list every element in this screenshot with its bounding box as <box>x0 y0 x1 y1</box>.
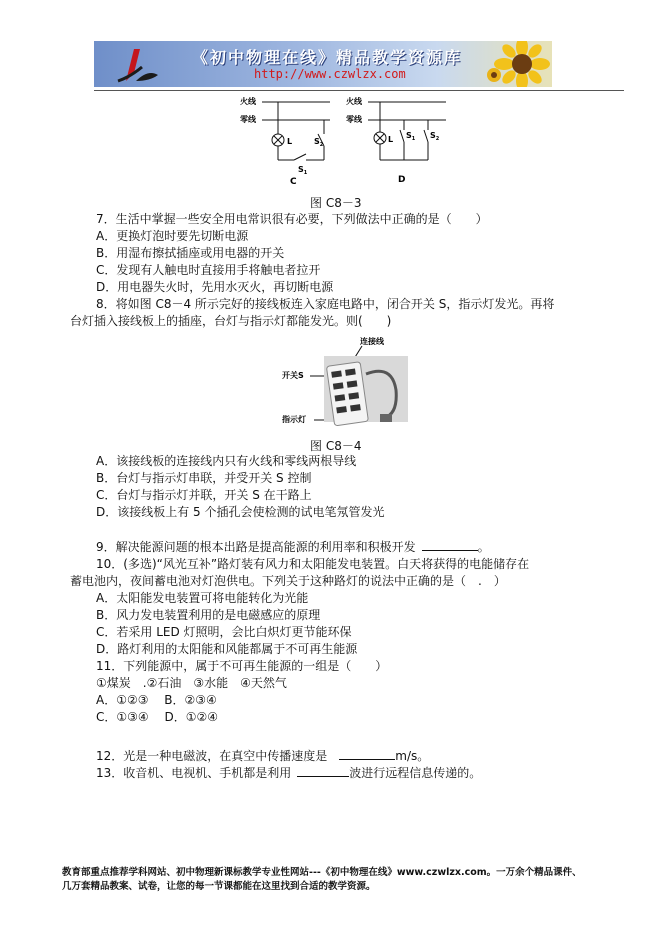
q11-options-row1: A．①②③ B．②③④ <box>96 693 217 707</box>
q8-option-c: C．台灯与指示灯并联，开关 S 在干路上 <box>96 488 312 502</box>
lamp-label-c: L <box>287 137 293 146</box>
site-logo-icon <box>108 41 168 87</box>
q10-option-a: A．太阳能发电装置可将电能转化为光能 <box>96 591 309 605</box>
q7-stem: 7．生活中掌握一些安全用电常识很有必要，下列做法中正确的是（ ） <box>96 212 488 226</box>
q8-option-d: D．该接线板上有 5 个插孔会使检测的试电笔氖管发光 <box>96 505 385 519</box>
q11-options-row2: C．①③④ D．①②④ <box>96 710 218 724</box>
switch2-label-c: $S_2$ <box>314 137 324 148</box>
q7-option-c: C．发现有人触电时直接用手将触电者拉开 <box>96 263 321 277</box>
footer-line1: 教育部重点推荐学科网站、初中物理新课标教学专业性网站---《初中物理在线》www.czwlzx.com。一万余个精品课件、 <box>62 867 582 878</box>
q13-answer-blank[interactable] <box>297 776 349 777</box>
panel-label-d: D <box>398 175 406 185</box>
q7-option-b: B．用湿布擦拭插座或用电器的开关 <box>96 246 285 260</box>
neutral-wire-label-c: 零线 <box>240 115 256 124</box>
q7-option-d: D．用电器失火时，先用水灭火，再切断电源 <box>96 280 334 294</box>
q12-stem: 12．光是一种电磁波，在真空中传播速度是 m/s。 <box>96 749 430 763</box>
circuit-figure <box>234 94 454 188</box>
footer-line2: 几万套精品教案、试卷，让您的每一节课都能在这里找到合适的教学资源。 <box>62 881 376 892</box>
q11-stem: 11．下列能源中，属于不可再生能源的一组是（ ） <box>96 659 388 673</box>
q10-stem-line2: 蓄电池内，夜间蓄电池对灯泡供电。下列关于这种路灯的说法中正确的是（ . ） <box>70 574 506 588</box>
q12-answer-blank[interactable] <box>339 759 395 760</box>
switch1-label-c: $S_1$ <box>298 165 308 176</box>
switch-label: 开关S <box>282 371 304 380</box>
switch1-label-d: $S_1$ <box>406 131 416 142</box>
q8-stem-line1: 8．将如图 C8－4 所示完好的接线板连入家庭电路中，闭合开关 S，指示灯发光。再将 <box>96 297 555 311</box>
site-title: 《初中物理在线》精品教学资源库 <box>192 48 463 67</box>
switch2-label-d: $S_2$ <box>430 131 440 142</box>
header-banner <box>94 41 552 87</box>
q10-option-b: B．风力发电装置利用的是电磁感应的原理 <box>96 608 321 622</box>
q10-option-d: D．路灯利用的太阳能和风能都属于不可再生能源 <box>96 642 358 656</box>
q11-items: ①煤炭 .②石油 ③水能 ④天然气 <box>96 676 287 690</box>
q9-answer-blank[interactable] <box>422 550 478 551</box>
q7-option-a: A．更换灯泡时要先切断电源 <box>96 229 249 243</box>
q13-stem: 13．收音机、电视机、手机都是利用 波进行远程信息传递的。 <box>96 766 482 780</box>
live-wire-label-c: 火线 <box>240 97 256 106</box>
header-divider <box>94 90 624 91</box>
neutral-wire-label-d: 零线 <box>346 115 362 124</box>
live-wire-label-d: 火线 <box>346 97 362 106</box>
figure-caption-c8-4: 图 C8－4 <box>310 439 362 453</box>
lamp-label-d: L <box>388 135 394 144</box>
q8-stem-line2: 台灯插入接线板上的插座，台灯与指示灯都能发光。则( ) <box>70 314 392 328</box>
site-url[interactable]: http://www.czwlzx.com <box>254 67 406 81</box>
q8-option-b: B．台灯与指示灯串联，并受开关 S 控制 <box>96 471 312 485</box>
q9-stem: 9．解决能源问题的根本出路是提高能源的利用率和积极开发 。 <box>96 540 490 554</box>
figure-caption-c8-3: 图 C8－3 <box>310 196 362 210</box>
indicator-label: 指示灯 <box>282 415 306 424</box>
power-strip-figure <box>280 334 420 426</box>
cable-label: 连接线 <box>360 337 384 346</box>
sunflower-image <box>482 41 552 87</box>
panel-label-c: C <box>290 177 297 187</box>
q10-option-c: C．若采用 LED 灯照明，会比白炽灯更节能环保 <box>96 625 352 639</box>
q8-option-a: A．该接线板的连接线内只有火线和零线两根导线 <box>96 454 357 468</box>
q10-stem-line1: 10．(多选)“风光互补”路灯装有风力和太阳能发电装置。白天将获得的电能储存在 <box>96 557 530 571</box>
